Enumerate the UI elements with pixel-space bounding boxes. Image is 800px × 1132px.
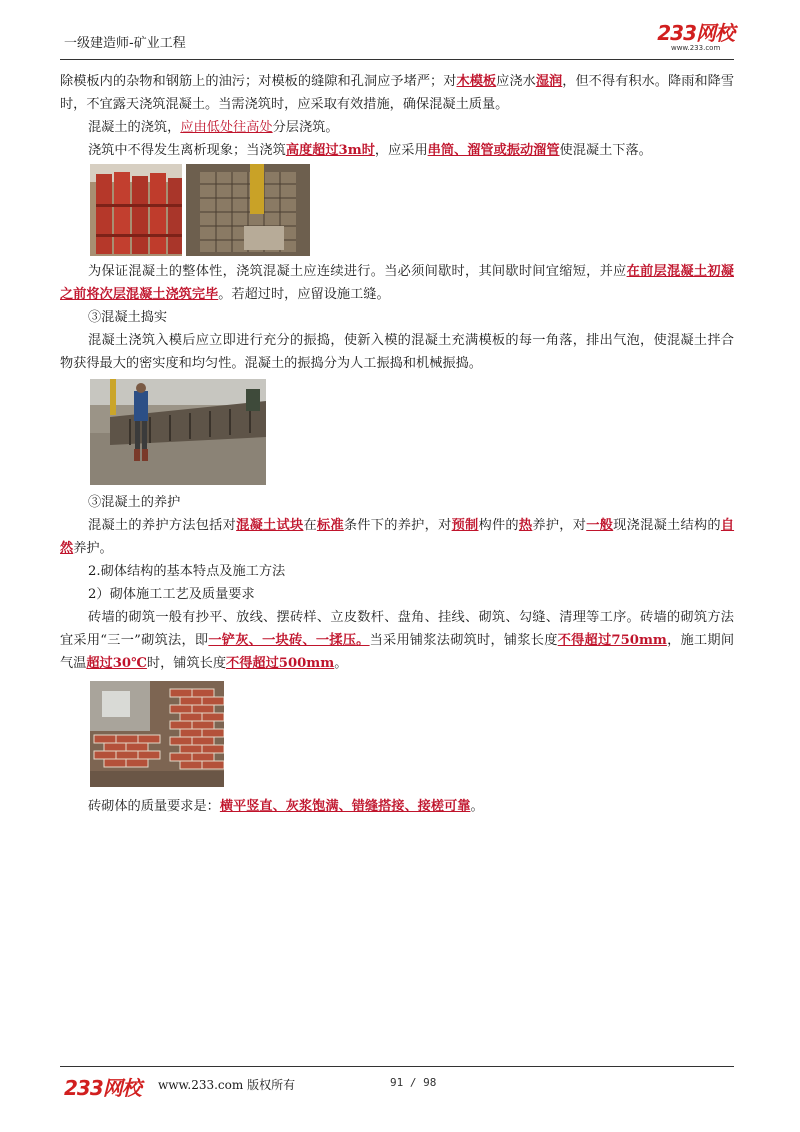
footer-copyright: www.233.com 版权所有 [158, 1078, 296, 1092]
heading-compaction: ③混凝土捣实 [88, 310, 168, 325]
brand-logo[interactable] [657, 22, 734, 52]
paragraph-segregation: 浇筑中不得发生离析现象；当浇筑高度超过3m时，应采用串筒、溜管或振动溜管使混凝土下落。 [88, 143, 652, 158]
vibration-work-photo [90, 379, 266, 485]
page-header [60, 22, 734, 60]
chute-photos [90, 164, 734, 256]
paragraph-masonry-quality: 砖砌体的质量要求是：横平竖直、灰浆饱满、错缝搭接、接槎可靠。 [88, 799, 484, 814]
paragraph-continuity: 为保证混凝土的整体性，浇筑混凝土应连续进行。当必须间歇时，其间歇时间宜缩短，并应在前层混凝土初凝之前将次层混凝土浇筑完毕。若超过时，应留设施工缝。 [60, 264, 734, 302]
heading-masonry-process: 2）砌体施工工艺及质量要求 [88, 587, 255, 602]
paragraph-curing: 混凝土的养护方法包括对混凝土试块在标准条件下的养护，对预制构件的热养护，对一般现浇混凝土结构的自然养护。 [60, 518, 735, 556]
paragraph-brickwork: 砖墙的砌筑一般有抄平、放线、摆砖样、立皮数杆、盘角、挂线、砌筑、勾缝、清理等工序。砖墙的砌筑方法宜采用“三一”砌筑法，即一铲灰、一块砖、一揉压。当采用铺浆法砌筑时，铺浆长度不得超过750mm，施工期间气温超过30℃时，铺筑长度不得超过500mm。 [60, 610, 735, 671]
document-body [60, 70, 734, 818]
paragraph-pouring-order: 混凝土的浇筑，应由低处往高处分层浇筑。 [88, 120, 339, 135]
page-number: 91 / 98 [390, 1076, 437, 1089]
brand-logo-url: www.233.com [670, 44, 721, 52]
footer-divider [60, 1066, 734, 1067]
heading-curing: ③混凝土的养护 [88, 495, 181, 510]
chute-installation-photo [186, 164, 310, 256]
chute-pipes-photo [90, 164, 182, 256]
header-divider [60, 59, 734, 60]
heading-masonry: 2.砌体结构的基本特点及施工方法 [88, 564, 286, 579]
page-footer [60, 1066, 734, 1106]
paragraph-formwork-cleaning: 除模板内的杂物和钢筋上的油污；对模板的缝隙和孔洞应予堵严；对木模板应浇水湿润，但不得有积水。降雨和降雪时，不宜露天浇筑混凝土。当需浇筑时，应采取有效措施，确保混凝土质量。 [60, 74, 735, 112]
paragraph-vibration: 混凝土浇筑入模后应立即进行充分的振捣，使新入模的混凝土充满模板的每一角落，排出气泡，使混凝土拌合物获得最大的密实度和均匀性。混凝土的振捣分为人工振捣和机械振捣。 [60, 333, 734, 371]
footer-logo[interactable]: 233网校 [64, 1076, 141, 1100]
header-title: 一级建造师-矿业工程 [64, 36, 186, 51]
brand-logo-text: 233网校 [657, 21, 734, 45]
brick-wall-photo [90, 681, 224, 787]
